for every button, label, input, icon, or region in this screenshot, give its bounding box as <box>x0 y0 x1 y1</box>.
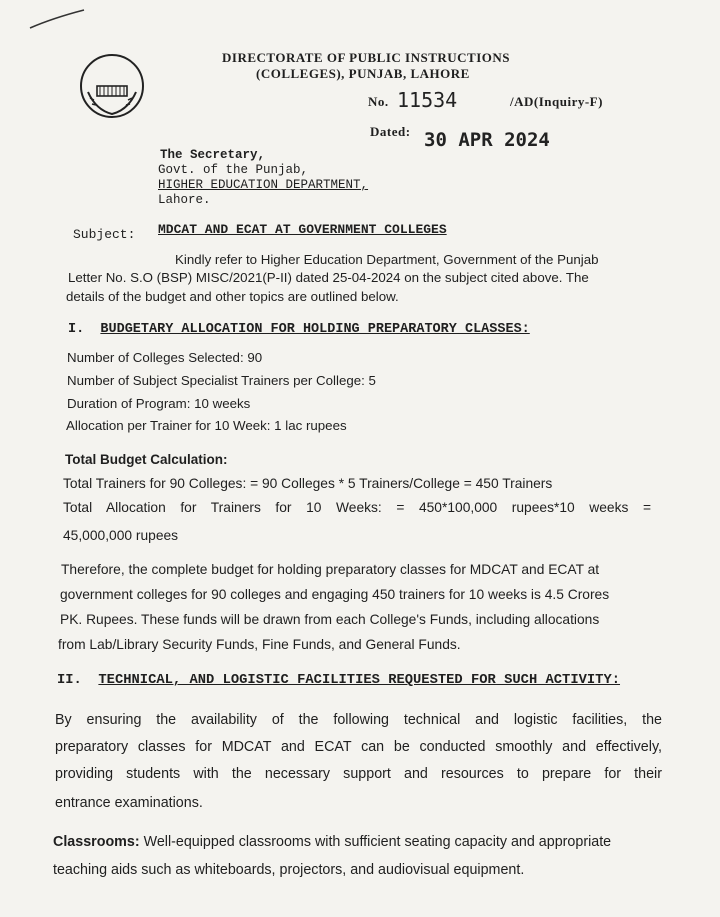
intro-line3: details of the budget and other topics are outlined below. <box>66 289 399 304</box>
budget-paragraph-line: government colleges for 90 colleges and engaging 450 trainers for 10 weeks is 4.5 Crores <box>60 587 610 602</box>
intro-line1: Kindly refer to Higher Education Department, Government of the Punjab <box>175 252 599 267</box>
addressee-line2: Govt. of the Punjab, <box>158 163 309 177</box>
intro-line2: Letter No. S.O (BSP) MISC/2021(P-II) dated 25-04-2024 on the subject cited above. The <box>68 270 589 285</box>
dated-label: Dated: <box>370 124 411 139</box>
letter-reference: /AD(Inquiry-F) <box>510 94 603 109</box>
calc-line2: Total Allocation for Trainers for 10 Weeks: = 450*100,000 rupees*10 weeks = <box>63 500 651 515</box>
budget-paragraph-line: from Lab/Library Security Funds, Fine Funds, and General Funds. <box>58 637 461 652</box>
subject-text: MDCAT AND ECAT AT GOVERNMENT COLLEGES <box>158 222 447 237</box>
facilities-paragraph-line: preparatory classes for MDCAT and ECAT can be conducted smoothly and effectively, <box>55 739 662 755</box>
budget-paragraph-line: PK. Rupees. These funds will be drawn from each College's Funds, including allocations <box>60 612 600 627</box>
section1-title: BUDGETARY ALLOCATION FOR HOLDING PREPARATORY CLASSES: <box>100 322 530 337</box>
punjab-government-logo-icon <box>78 52 146 120</box>
addressee-line4: Lahore. <box>158 193 211 207</box>
budget-item: Duration of Program: 10 weeks <box>67 396 251 411</box>
section1-number: I. <box>68 322 85 337</box>
classrooms-text: Well-equipped classrooms with sufficient seating capacity and appropriate <box>139 834 612 850</box>
subject-label: Subject: <box>73 227 136 242</box>
section1-heading <box>68 322 530 337</box>
budget-paragraph-line: Therefore, the complete budget for holding preparatory classes for MDCAT and ECAT at <box>61 562 600 577</box>
addressee-line1: The Secretary, <box>160 148 266 162</box>
calc-line1: Total Trainers for 90 Colleges: = 90 Colleges * 5 Trainers/College = 450 Trainers <box>63 476 553 491</box>
budget-item: Allocation per Trainer for 10 Week: 1 lac rupees <box>66 418 347 433</box>
budget-item: Number of Colleges Selected: 90 <box>67 350 263 365</box>
section2-heading <box>57 673 620 688</box>
addressee-line3: HIGHER EDUCATION DEPARTMENT, <box>158 178 369 192</box>
total-budget-heading: Total Budget Calculation: <box>65 452 228 467</box>
facilities-paragraph-line: By ensuring the availability of the following technical and logistic facilities, the <box>55 712 662 728</box>
budget-item: Number of Subject Specialist Trainers per College: 5 <box>67 373 376 388</box>
facilities-paragraph-line: entrance examinations. <box>55 795 203 811</box>
letter-no-label: No. <box>368 94 389 109</box>
calc-line3: 45,000,000 rupees <box>63 528 179 543</box>
letterhead-line2: (COLLEGES), PUNJAB, LAHORE <box>256 66 470 81</box>
classrooms-line2: teaching aids such as whiteboards, projectors, and audiovisual equipment. <box>53 862 525 878</box>
classrooms-line1 <box>53 834 611 850</box>
facilities-paragraph-line: providing students with the necessary support and resources to prepare for their <box>55 766 662 782</box>
dated-stamp: 30 APR 2024 <box>424 129 550 151</box>
pen-stroke-mark <box>28 8 88 32</box>
letter-no-value: 11534 <box>397 88 458 112</box>
letterhead-line1: DIRECTORATE OF PUBLIC INSTRUCTIONS <box>222 50 511 65</box>
section2-number: II. <box>57 673 82 688</box>
classrooms-label: Classrooms: <box>53 834 140 850</box>
section2-title: TECHNICAL, AND LOGISTIC FACILITIES REQUESTED FOR SUCH ACTIVITY: <box>98 673 621 688</box>
